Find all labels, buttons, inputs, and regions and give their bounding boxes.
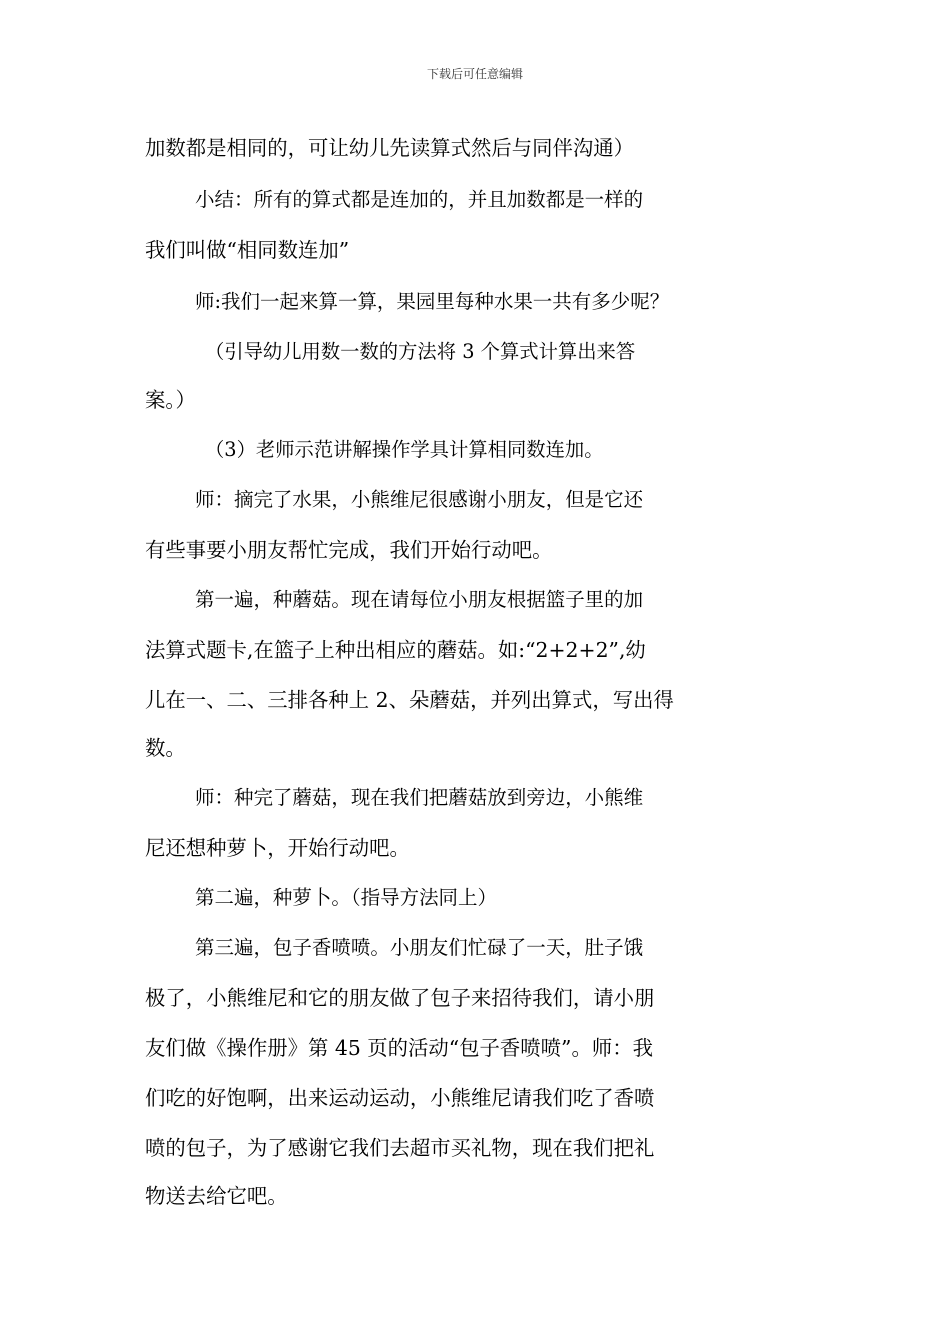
paragraph-line: 加数都是相同的，可让幼儿先读算式然后与同伴沟通） <box>145 136 635 160</box>
paragraph-line: 法算式题卡,在篮子上种出相应的蘑菇。如:“2+2+2”,幼 <box>145 638 646 662</box>
paragraph-line: 师:我们一起来算一算，果园里每种水果一共有多少呢？ <box>195 290 670 313</box>
paragraph-line: 尼还想种萝卜，开始行动吧。 <box>145 836 410 860</box>
paragraph-line: 第一遍，种蘑菇。现在请每位小朋友根据篮子里的加 <box>195 588 644 611</box>
paragraph-line: （引导幼儿用数一数的方法将 3 个算式计算出来答 <box>205 340 636 363</box>
paragraph-line: （3）老师示范讲解操作学具计算相同数连加。 <box>205 438 604 461</box>
paragraph-line: 数。 <box>145 736 186 760</box>
paragraph-line: 极了，小熊维尼和它的朋友做了包子来招待我们，请小朋 <box>145 986 655 1010</box>
paragraph-line: 第二遍，种萝卜。（指导方法同上） <box>195 886 498 909</box>
paragraph-line: 物送去给它吧。 <box>145 1184 288 1208</box>
paragraph-line: 喷的包子，为了感谢它我们去超市买礼物，现在我们把礼 <box>145 1136 655 1160</box>
paragraph-line: 儿在一、二、三排各种上 2、朵蘑菇，并列出算式，写出得 <box>145 688 674 712</box>
paragraph-line: 有些事要小朋友帮忙完成，我们开始行动吧。 <box>145 538 553 562</box>
paragraph-line: 师：摘完了水果，小熊维尼很感谢小朋友，但是它还 <box>195 488 644 511</box>
page-header: 下载后可任意编辑 <box>426 67 523 81</box>
paragraph-line: 我们叫做“相同数连加” <box>145 238 350 262</box>
paragraph-line: 案。） <box>145 388 196 412</box>
paragraph-line: 师：种完了蘑菇，现在我们把蘑菇放到旁边，小熊维 <box>195 786 644 809</box>
paragraph-line: 们吃的好饱啊，出来运动运动，小熊维尼请我们吃了香喷 <box>145 1086 655 1110</box>
paragraph-line: 第三遍，包子香喷喷。小朋友们忙碌了一天，肚子饿 <box>195 936 644 959</box>
paragraph-line: 友们做《操作册》第 45 页的活动“包子香喷喷”。师：我 <box>145 1036 653 1060</box>
paragraph-line: 小结：所有的算式都是连加的，并且加数都是一样的 <box>195 188 644 211</box>
